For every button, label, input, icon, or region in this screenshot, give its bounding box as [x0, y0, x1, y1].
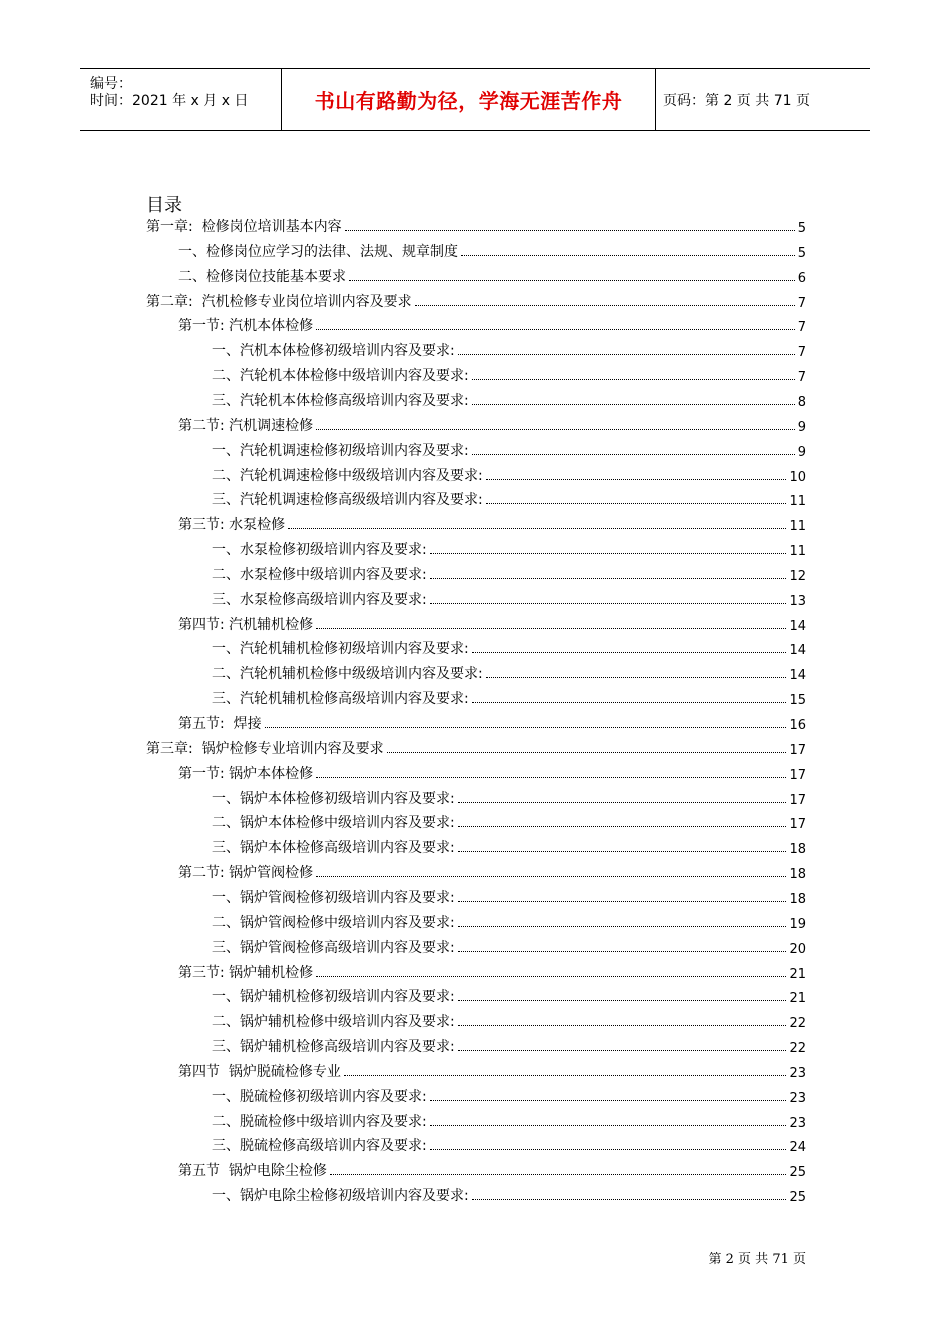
- toc-entry-page: 14: [789, 643, 806, 659]
- toc-entry[interactable]: [212, 386, 806, 410]
- toc-entry[interactable]: [212, 908, 806, 932]
- toc-entry[interactable]: [178, 510, 806, 534]
- toc-entry[interactable]: [212, 336, 806, 360]
- toc-entry-text: 二、检修岗位技能基本要求: [178, 268, 346, 285]
- toc-entry-page: 17: [789, 817, 806, 833]
- toc-entry-page: 17: [789, 792, 806, 808]
- toc-entry[interactable]: [212, 1032, 806, 1056]
- toc-leader-dots: [265, 727, 787, 728]
- toc-leader-dots: [458, 1050, 787, 1051]
- toc-leader-dots: [472, 379, 795, 380]
- toc-entry-text: 一、脱硫检修初级培训内容及要求:: [212, 1088, 427, 1105]
- toc-entry-page: 12: [789, 568, 806, 584]
- toc-entry-text: 第三节: 水泵检修: [178, 517, 286, 534]
- toc-entry[interactable]: [212, 361, 806, 385]
- toc-entry-text: 三、水泵检修高级培训内容及要求:: [212, 591, 427, 608]
- toc-entry-page: 5: [797, 245, 806, 261]
- toc-leader-dots: [387, 752, 787, 753]
- toc-entry-page: 7: [797, 370, 806, 386]
- toc-leader-dots: [472, 702, 787, 703]
- toc-entry[interactable]: [212, 436, 806, 460]
- toc-entry-text: 第五节: 焊接: [178, 716, 262, 732]
- toc-entry-page: 19: [789, 916, 806, 932]
- toc-entry-text: 第二章: 汽机检修专业岗位培训内容及要求: [146, 293, 412, 310]
- toc-entry[interactable]: [146, 734, 806, 758]
- toc-leader-dots: [344, 1075, 787, 1076]
- toc-entry-text: 第三章: 锅炉检修专业培训内容及要求: [146, 740, 384, 757]
- toc-leader-dots: [458, 1025, 787, 1026]
- toc-entry[interactable]: [212, 585, 806, 609]
- toc-entry-text: 一、汽机本体检修初级培训内容及要求:: [212, 343, 455, 360]
- toc-entry-text: 三、汽轮机调速检修高级级培训内容及要求:: [212, 492, 483, 509]
- toc-leader-dots: [458, 926, 787, 927]
- header-page-info: 页码：第 2 页 共 71 页: [663, 92, 810, 109]
- toc-entry-text: 二、脱硫检修中级培训内容及要求:: [212, 1113, 427, 1130]
- toc-entry-page: 13: [789, 593, 806, 609]
- toc-entry-page: 7: [797, 295, 806, 311]
- toc-entry[interactable]: [178, 1156, 806, 1180]
- toc-entry-text: 第一章: 检修岗位培训基本内容: [146, 219, 342, 235]
- toc-entry-page: 8: [797, 394, 806, 410]
- toc-entry-page: 6: [797, 270, 806, 286]
- toc-entry-page: 5: [797, 221, 806, 236]
- number-label: 编号：: [90, 76, 132, 92]
- toc-entry-page: 18: [789, 842, 806, 858]
- toc-entry-text: 第一节: 锅炉本体检修: [178, 765, 314, 782]
- toc-entry[interactable]: [212, 485, 806, 509]
- toc-entry-page: 17: [789, 742, 806, 758]
- toc-entry[interactable]: [212, 833, 806, 857]
- toc-entry[interactable]: [178, 411, 806, 435]
- toc-title: 目录: [146, 195, 182, 216]
- toc-entry-text: 三、汽轮机辅机检修高级培训内容及要求:: [212, 691, 469, 708]
- toc-entry-page: 21: [789, 991, 806, 1007]
- toc-entry[interactable]: [178, 858, 806, 882]
- toc-entry-page: 7: [797, 320, 806, 336]
- toc-entry-page: 15: [789, 693, 806, 709]
- toc-entry-page: 11: [789, 519, 806, 535]
- toc-entry[interactable]: [212, 1082, 806, 1106]
- toc-leader-dots: [458, 901, 787, 902]
- toc-entry[interactable]: [178, 262, 806, 286]
- toc-entry-text: 第四节: 汽机辅机检修: [178, 616, 314, 633]
- toc-leader-dots: [472, 1199, 787, 1200]
- toc-leader-dots: [349, 280, 795, 281]
- toc-entry-page: 18: [789, 867, 806, 883]
- toc-entry-text: 三、汽轮机本体检修高级培训内容及要求:: [212, 392, 469, 409]
- toc-entry[interactable]: [212, 933, 806, 957]
- toc-entry-page: 25: [789, 1165, 806, 1181]
- toc-entry-page: 22: [789, 1016, 806, 1032]
- toc-leader-dots: [458, 851, 787, 852]
- toc-leader-dots: [458, 826, 787, 827]
- toc-entry-page: 25: [789, 1190, 806, 1206]
- toc-entry-text: 二、锅炉辅机检修中级培训内容及要求:: [212, 1014, 455, 1031]
- toc-entry[interactable]: [146, 287, 806, 311]
- toc-leader-dots: [430, 578, 787, 579]
- toc-entry[interactable]: [178, 709, 806, 733]
- toc-entry[interactable]: [178, 1057, 806, 1081]
- toc-entry-text: 二、水泵检修中级培训内容及要求:: [212, 566, 427, 583]
- toc-entry-page: 22: [789, 1041, 806, 1057]
- footer-page-info: 第 2 页 共 71 页: [708, 1252, 806, 1267]
- toc-leader-dots: [316, 628, 786, 629]
- motto: 书山有路勤为径，学海无涯苦作舟: [314, 89, 623, 113]
- toc-entry-page: 23: [789, 1090, 806, 1106]
- header-left-cell: [80, 69, 281, 130]
- toc-leader-dots: [486, 677, 787, 678]
- toc-entry-text: 第三节: 锅炉辅机检修: [178, 964, 314, 981]
- toc-entry-text: 一、锅炉本体检修初级培训内容及要求:: [212, 790, 455, 807]
- toc-leader-dots: [430, 1149, 787, 1150]
- toc-entry-page: 11: [789, 494, 806, 510]
- toc-entry[interactable]: [146, 212, 806, 236]
- toc-leader-dots: [461, 255, 795, 256]
- toc-leader-dots: [486, 503, 787, 504]
- toc-entry-text: 一、汽轮机调速检修初级培训内容及要求:: [212, 442, 469, 459]
- toc-entry[interactable]: [178, 759, 806, 783]
- toc-leader-dots: [316, 876, 786, 877]
- toc-entry-page: 14: [789, 618, 806, 634]
- toc-entry-page: 18: [789, 891, 806, 907]
- toc-leader-dots: [415, 305, 795, 306]
- header-motto-cell: [281, 69, 656, 130]
- toc-leader-dots: [288, 528, 786, 529]
- toc-entry-page: 11: [789, 544, 806, 560]
- toc-leader-dots: [316, 777, 786, 778]
- toc-leader-dots: [458, 1000, 787, 1001]
- toc-leader-dots: [458, 354, 795, 355]
- toc-entry-page: 20: [789, 941, 806, 957]
- toc-entry[interactable]: [178, 311, 806, 335]
- toc-entry-page: 7: [797, 345, 806, 361]
- toc-entry-text: 一、水泵检修初级培训内容及要求:: [212, 542, 427, 559]
- toc-entry-page: 23: [789, 1065, 806, 1081]
- toc-entry[interactable]: [212, 1181, 806, 1205]
- toc-leader-dots: [430, 1100, 787, 1101]
- toc-entry-text: 二、汽轮机本体检修中级培训内容及要求:: [212, 368, 469, 385]
- toc-leader-dots: [330, 1174, 787, 1175]
- toc-entry-text: 第二节: 汽机调速检修: [178, 417, 314, 434]
- toc-leader-dots: [458, 951, 787, 952]
- toc-entry-text: 一、锅炉电除尘检修初级培训内容及要求:: [212, 1188, 469, 1205]
- toc-entry[interactable]: [212, 535, 806, 559]
- toc-entry-text: 第四节 锅炉脱硫检修专业: [178, 1063, 341, 1080]
- toc-entry-text: 一、锅炉管阀检修初级培训内容及要求:: [212, 889, 455, 906]
- toc-entry[interactable]: [212, 1131, 806, 1155]
- toc-leader-dots: [430, 603, 787, 604]
- toc-entry-text: 二、汽轮机辅机检修中级级培训内容及要求:: [212, 666, 483, 683]
- toc-entry-page: 21: [789, 966, 806, 982]
- toc-entry-text: 二、汽轮机调速检修中级级培训内容及要求:: [212, 467, 483, 484]
- toc-entry-text: 第一节: 汽机本体检修: [178, 318, 314, 335]
- toc-entry-page: 16: [789, 718, 806, 733]
- toc-entry[interactable]: [178, 610, 806, 634]
- toc-leader-dots: [345, 230, 795, 231]
- toc-leader-dots: [472, 454, 795, 455]
- toc-leader-dots: [458, 802, 787, 803]
- header-right-cell: [655, 69, 870, 130]
- toc-entry-page: 9: [797, 419, 806, 435]
- toc-entry-text: 二、锅炉本体检修中级培训内容及要求:: [212, 815, 455, 832]
- toc-leader-dots: [472, 404, 795, 405]
- toc-leader-dots: [430, 553, 787, 554]
- toc-entry-page: 10: [789, 469, 806, 485]
- toc-entry-page: 14: [789, 668, 806, 684]
- toc-entry-page: 23: [789, 1115, 806, 1131]
- toc-leader-dots: [316, 329, 795, 330]
- toc-entry[interactable]: [212, 1007, 806, 1031]
- toc-leader-dots: [316, 429, 795, 430]
- toc-entry[interactable]: [212, 883, 806, 907]
- date-label: 时间：2021 年 x 月 x 日: [90, 93, 249, 109]
- toc-entry-page: 17: [789, 767, 806, 783]
- toc-entry-text: 三、锅炉本体检修高级培训内容及要求:: [212, 840, 455, 857]
- toc-entry[interactable]: [212, 684, 806, 708]
- page-header: [80, 68, 870, 131]
- toc-entry[interactable]: [212, 659, 806, 683]
- toc-entry[interactable]: [178, 237, 806, 261]
- toc-entry[interactable]: [212, 634, 806, 658]
- toc-entry[interactable]: [178, 958, 806, 982]
- toc-entry-text: 三、锅炉辅机检修高级培训内容及要求:: [212, 1039, 455, 1056]
- toc-entry-text: 一、汽轮机辅机检修初级培训内容及要求:: [212, 641, 469, 658]
- toc-entry-text: 三、脱硫检修高级培训内容及要求:: [212, 1138, 427, 1155]
- toc-leader-dots: [430, 1125, 787, 1126]
- toc-entry[interactable]: [212, 784, 806, 808]
- toc-entry[interactable]: [212, 1107, 806, 1131]
- toc-leader-dots: [486, 479, 787, 480]
- toc-entry[interactable]: [212, 808, 806, 832]
- toc-entry-text: 一、检修岗位应学习的法律、法规、规章制度: [178, 243, 458, 260]
- toc-entry-text: 一、锅炉辅机检修初级培训内容及要求:: [212, 989, 455, 1006]
- toc-entry[interactable]: [212, 461, 806, 485]
- toc-entry-page: 9: [797, 444, 806, 460]
- toc-entry-text: 第二节: 锅炉管阀检修: [178, 865, 314, 882]
- toc-entry-text: 二、锅炉管阀检修中级培训内容及要求:: [212, 914, 455, 931]
- toc-entry-page: 24: [789, 1140, 806, 1156]
- toc-entry[interactable]: [212, 982, 806, 1006]
- toc-entry[interactable]: [212, 560, 806, 584]
- toc-leader-dots: [472, 652, 787, 653]
- toc-entry-text: 第五节 锅炉电除尘检修: [178, 1163, 327, 1180]
- toc-leader-dots: [316, 976, 786, 977]
- toc-entry-text: 三、锅炉管阀检修高级培训内容及要求:: [212, 939, 455, 956]
